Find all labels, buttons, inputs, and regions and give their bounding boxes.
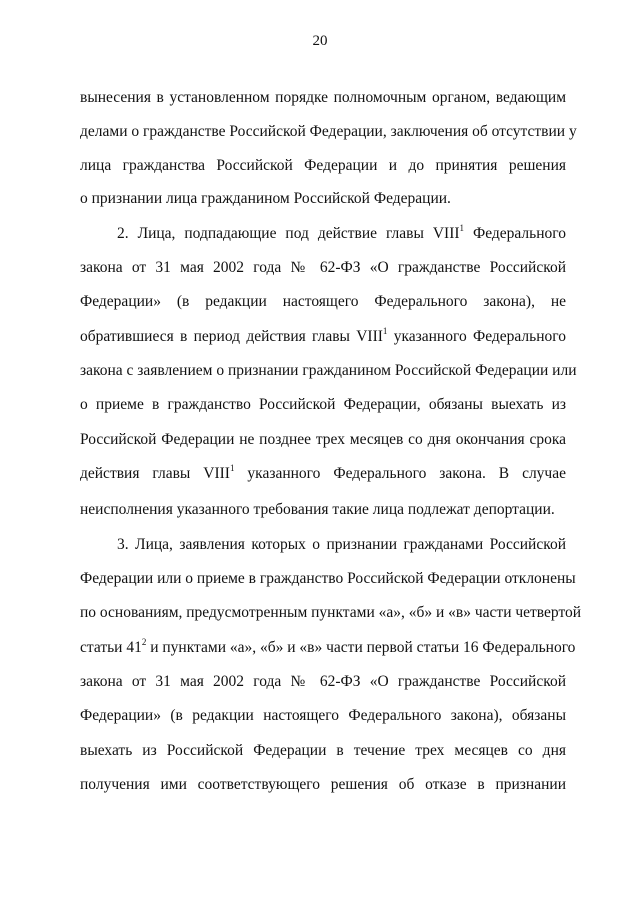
text-line: Федерации» (в редакции настоящего Федерального закона), не bbox=[80, 293, 566, 310]
superscript: 2 bbox=[141, 636, 147, 647]
text-line: закона от 31 мая 2002 года № 62-ФЗ «О гражданстве Российской bbox=[80, 259, 566, 276]
text-line: Федерации или о приеме в гражданство Российской Федерации отклонены bbox=[80, 570, 576, 587]
text-line: Федерации» (в редакции настоящего Федерального закона), обязаны bbox=[80, 707, 566, 724]
text-line: 3. Лица, заявления которых о признании гражданами Российской bbox=[117, 536, 566, 553]
text-line: статьи $41^2$ и пунктами «а», «б» и «в» части первой статьи 16 Федерального bbox=[80, 636, 576, 656]
page-number: 20 bbox=[312, 33, 328, 49]
text-line: о приеме в гражданство Российской Федерации, обязаны выехать из bbox=[80, 396, 566, 413]
text-line: закона с заявлением о признании гражданином Российской Федерации или bbox=[80, 362, 577, 379]
superscript: 1 bbox=[459, 222, 465, 233]
superscript: 1 bbox=[382, 325, 388, 336]
text-line: вынесения в установленном порядке полномочным органом, ведающим bbox=[80, 89, 566, 106]
text-line: закона от 31 мая 2002 года № 62-ФЗ «О гражданстве Российской bbox=[80, 673, 566, 690]
superscript: 1 bbox=[229, 462, 235, 473]
text-line: неисполнения указанного требования такие лица подлежат депортации. bbox=[80, 501, 555, 518]
text-line: получения ими соответствующего решения об отказе в признании bbox=[80, 776, 566, 793]
text-line: выехать из Российской Федерации в течение трех месяцев со дня bbox=[80, 742, 566, 759]
text-line: обратившиеся в период действия главы VIII$^1$ указанного Федерального bbox=[80, 325, 566, 345]
text-line: Российской Федерации не позднее трех месяцев со дня окончания срока bbox=[80, 431, 566, 448]
text-line: делами о гражданстве Российской Федерации, заключения об отсутствии у bbox=[80, 123, 577, 140]
text-line: лица гражданства Российской Федерации и до принятия решения bbox=[80, 157, 566, 174]
text-line: о признании лица гражданином Российской Федерации. bbox=[80, 190, 451, 207]
text-line: действия главы VIII$^1$ указанного Федерального закона. В случае bbox=[80, 462, 566, 482]
text-line: 2. Лица, подпадающие под действие главы VIII$^1$ Федерального bbox=[117, 222, 566, 242]
text-line: по основаниям, предусмотренным пунктами «а», «б» и «в» части четвертой bbox=[80, 604, 582, 621]
